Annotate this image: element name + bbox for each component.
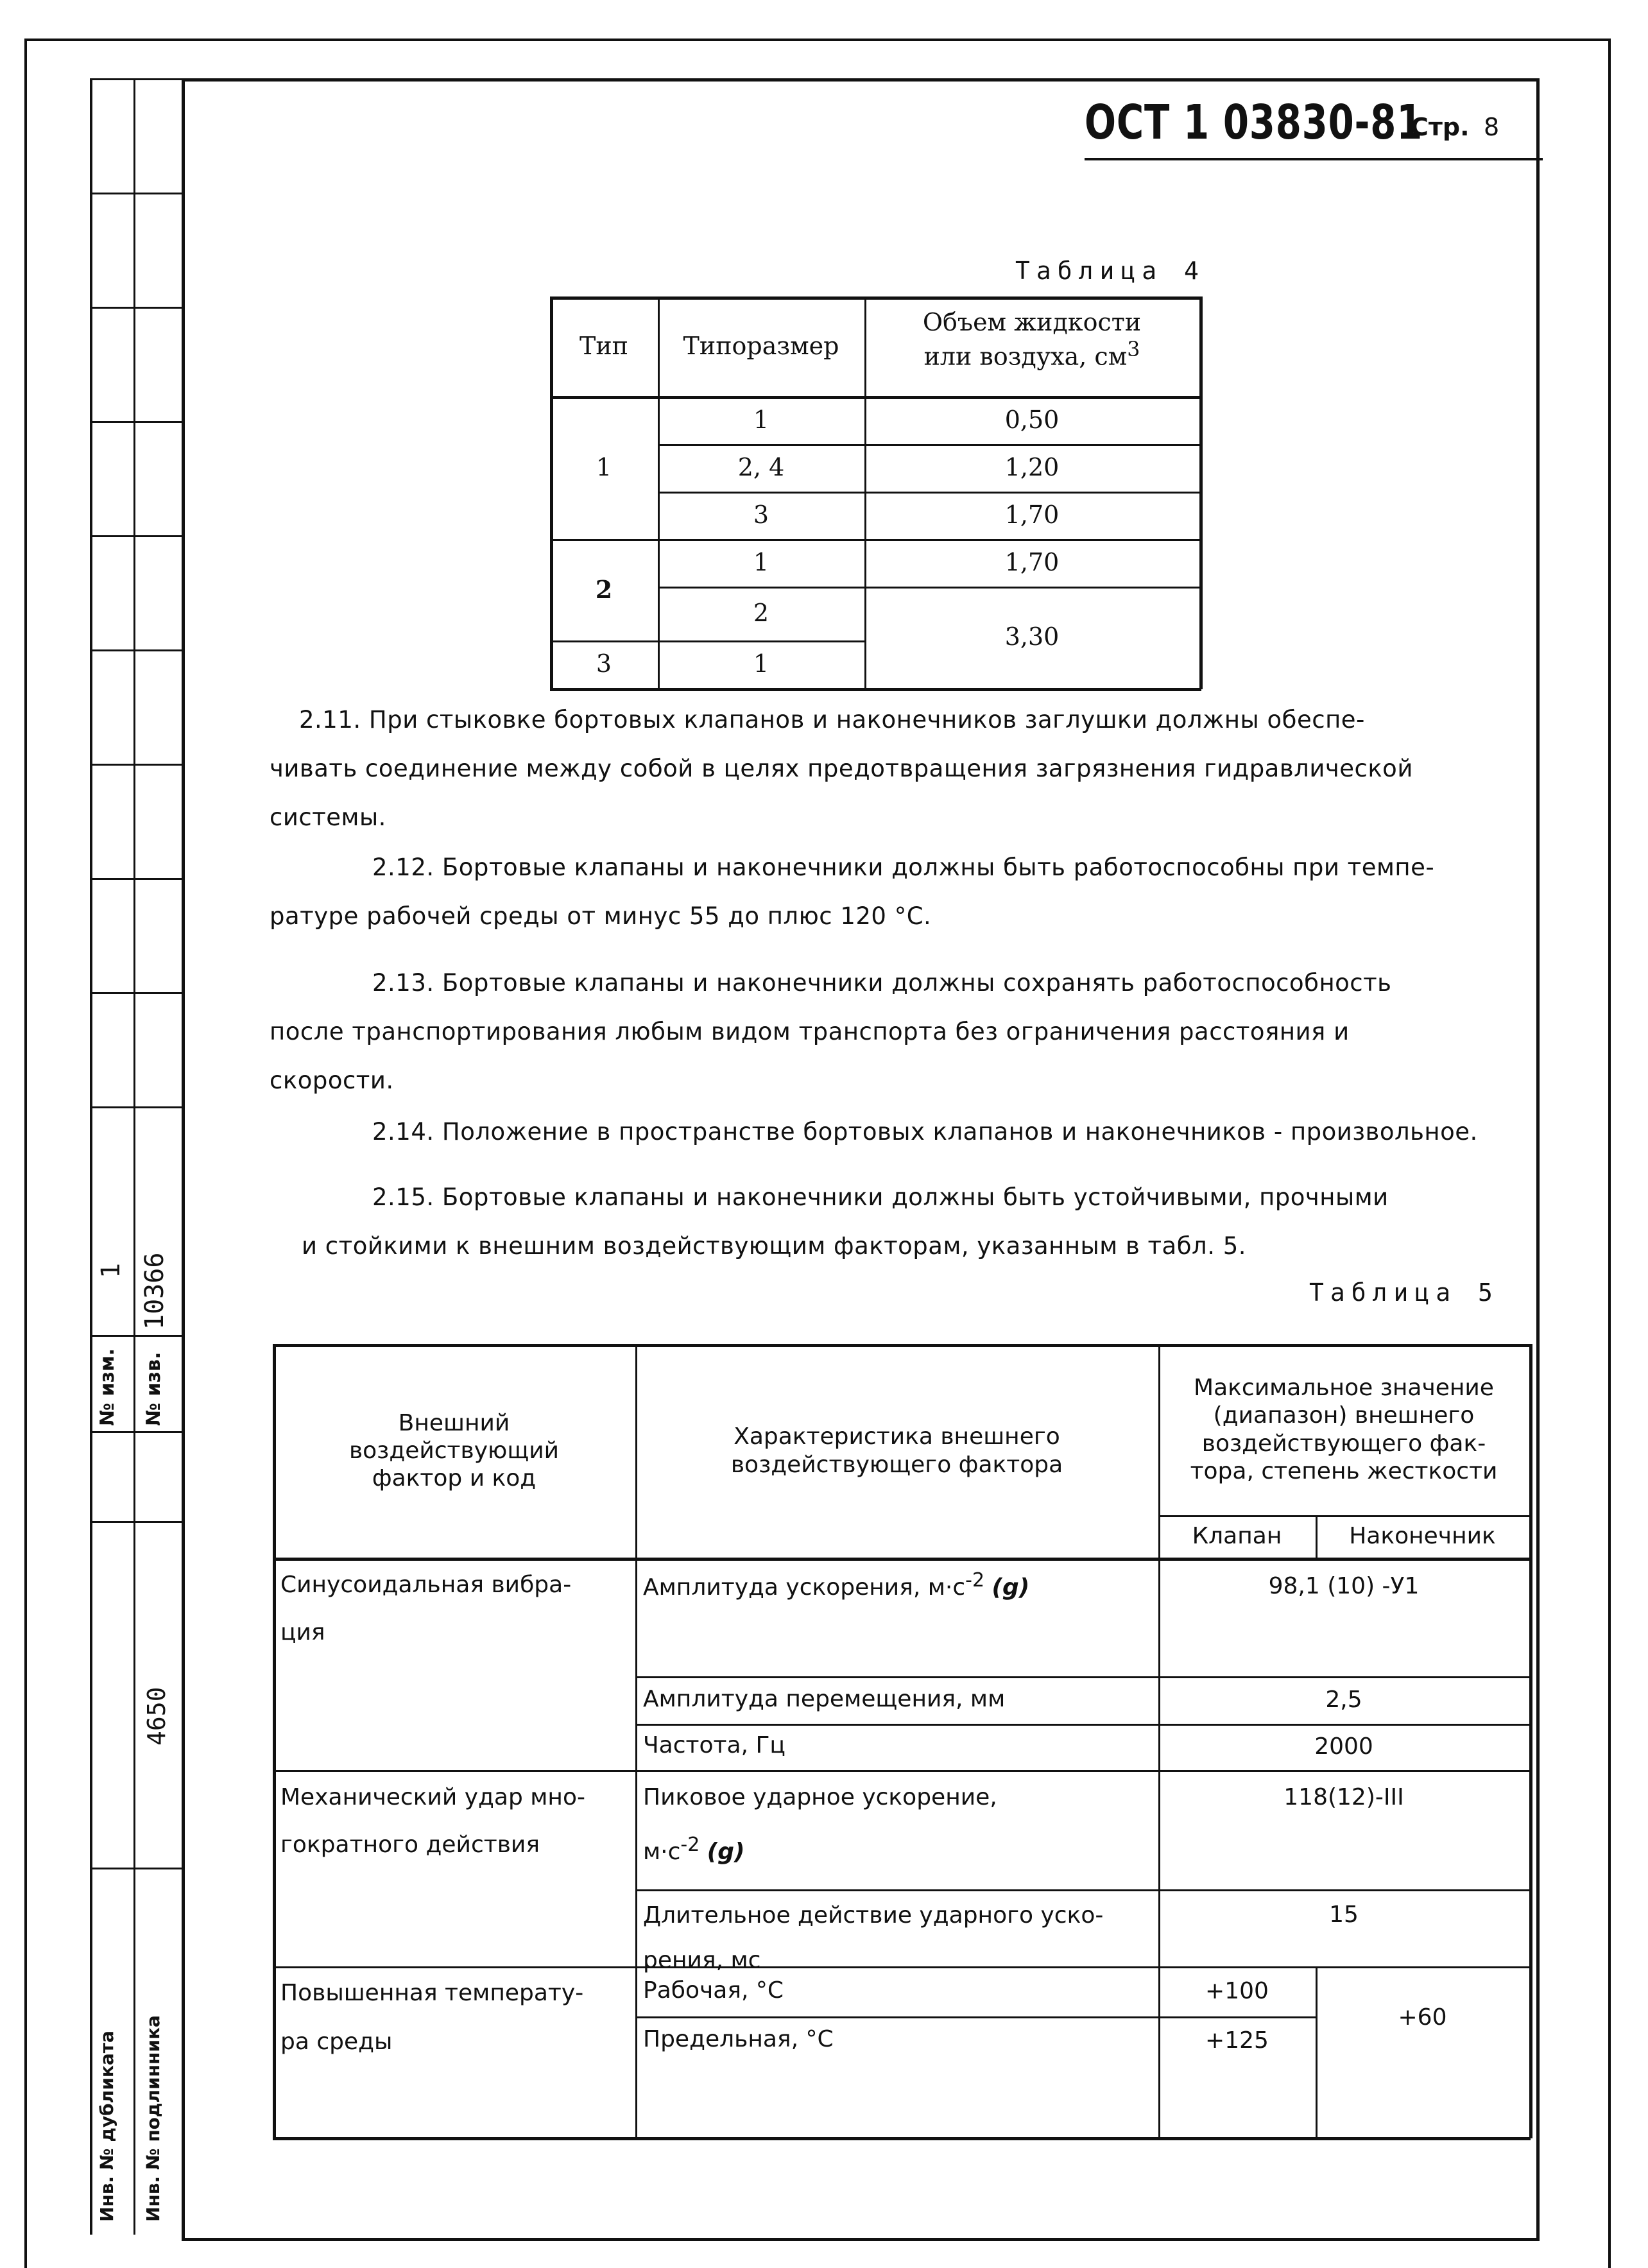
characteristic-duration [635, 1889, 1158, 1973]
table-cell: 1 [753, 548, 769, 577]
table-cell: 1,70 [1004, 548, 1060, 577]
table-rule [1529, 1344, 1532, 2138]
table-cell: 0,50 [1004, 405, 1060, 434]
factor-line: Механический удар мно- [280, 1784, 585, 1810]
document-code: ОСТ 1 03830-81 [1085, 95, 1423, 150]
characteristic-text: Амплитуда ускорения, м·с [643, 1574, 966, 1601]
paragraph-line: системы. [270, 803, 386, 831]
paragraph-line: после транспортирования любым видом транспорта без ограничения расстояния и [270, 1018, 1350, 1045]
margin-tick [90, 764, 182, 766]
paragraph-2-13 [270, 959, 1527, 1105]
paragraph-2-11 [270, 696, 1518, 842]
original-inventory-label: Инв. № подлинника [142, 2015, 164, 2222]
margin-tick [90, 1868, 182, 1869]
characteristic-frequency: Частота, Гц [643, 1732, 785, 1758]
paragraph-line: ратуре рабочей среды от минус 55 до плюс 120 °С. [270, 902, 932, 930]
margin-tick [90, 1431, 182, 1433]
table-cell: 3 [753, 501, 769, 529]
paragraph-line: 2.13. Бортовые клапаны и наконечники должны сохранять работоспособность [372, 969, 1392, 997]
characteristic-displacement: Амплитуда перемещения, мм [643, 1686, 1006, 1712]
table5-header-tip: Наконечник [1349, 1523, 1496, 1550]
volume-header-exponent: 3 [1127, 338, 1140, 361]
factor-line: ра среды [280, 2029, 393, 2055]
characteristic-line: Длительное действие ударного уско- [643, 1902, 1104, 1929]
value-frequency: 2000 [1314, 1733, 1373, 1760]
table-rule [550, 688, 1201, 691]
margin-tick [90, 307, 182, 309]
value-accel-amplitude: 98,1 (10) -У1 [1268, 1573, 1420, 1600]
table-cell: 2, 4 [737, 453, 785, 482]
table-rule [273, 2137, 1531, 2140]
paragraph-line: скорости. [270, 1067, 394, 1094]
paragraph-line: 2.11. При стыковке бортовых клапанов и наконечников заглушки должны обеспе- [299, 706, 1365, 734]
notice-number-label: № изв. [142, 1352, 165, 1426]
margin-tick [90, 878, 182, 880]
duplicate-inventory-label: Инв. № дубликата [96, 2031, 117, 2222]
characteristic-text: м·с [643, 1839, 681, 1865]
characteristic-limit-temp: Предельная, °С [643, 2026, 834, 2052]
table5 [273, 1344, 1531, 2138]
page-label: Стр. [1411, 113, 1470, 141]
table5-header-valve: Клапан [1192, 1523, 1282, 1550]
table4-header-size: Типоразмер [683, 331, 839, 360]
paragraph-2-15 [302, 1173, 1527, 1271]
table5-caption: Таблица 5 [1309, 1278, 1499, 1307]
margin-tick [90, 421, 182, 423]
factor-line: Повышенная температу- [280, 1980, 584, 2006]
factor-line: ция [280, 1619, 325, 1645]
paragraph-2-14 [372, 1108, 1540, 1156]
paragraph-line: 2.12. Бортовые клапаны и наконечники должны быть работоспособны при темпе- [372, 854, 1435, 881]
header-rule [1085, 158, 1543, 160]
table4 [550, 296, 1201, 689]
table4-caption: Таблица 4 [1015, 257, 1205, 285]
table-cell: 1 [753, 649, 769, 678]
paragraph-line: чивать соединение между собой в целях предотвращения загрязнения гидравлической [270, 755, 1413, 782]
characteristic-accel-amplitude [635, 1558, 1158, 1676]
margin-tick [90, 193, 182, 194]
characteristic-working-temp: Рабочая, °С [643, 1977, 784, 2004]
table-cell: 3 [596, 649, 612, 678]
table-cell: 2 [595, 575, 613, 605]
paragraph-line: 2.14. Положение в пространстве бортовых клапанов и наконечников - произвольное. [372, 1118, 1478, 1146]
margin-tick [90, 1521, 182, 1523]
original-number-value: 4650 [142, 1687, 171, 1746]
margin-tick [90, 992, 182, 994]
value-temp-tip: +60 [1398, 2004, 1447, 2031]
table5-header-factor: Внешний воздействующий фактор и код [348, 1409, 560, 1492]
table4-header-type: Тип [579, 331, 628, 360]
factor-temperature [273, 1966, 635, 2137]
page-number: 8 [1484, 113, 1500, 141]
margin-tick [90, 535, 182, 537]
value-displacement: 2,5 [1325, 1687, 1362, 1714]
exponent: -2 [965, 1569, 985, 1592]
table-cell: 2 [753, 599, 769, 628]
table-cell: 1,70 [1004, 501, 1060, 529]
table-cell: 1 [596, 452, 612, 481]
characteristic-peak-accel [635, 1770, 1158, 1889]
characteristic-line: Пиковое ударное ускорение, [643, 1784, 997, 1810]
table-cell: 1,20 [1004, 453, 1060, 482]
margin-tick [90, 649, 182, 651]
value-peak-accel: 118(12)-III [1283, 1784, 1404, 1811]
change-number-value: 1 [96, 1262, 126, 1278]
table-cell: 1 [753, 405, 769, 434]
factor-shock [273, 1770, 635, 1966]
margin-strip [90, 78, 184, 2235]
paragraph-line: и стойкими к внешним воздействующим факторам, указанным в табл. 5. [302, 1232, 1247, 1260]
table4-header-volume [864, 296, 1199, 396]
value-working-temp-valve: +100 [1205, 1978, 1269, 2005]
g-unit: (g) [707, 1839, 745, 1865]
characteristic-line: рения, мс [643, 1947, 761, 1973]
change-number-label: № изм. [96, 1348, 119, 1426]
value-limit-temp-valve: +125 [1205, 2027, 1269, 2054]
margin-tick [90, 1335, 182, 1337]
margin-divider [133, 78, 135, 2235]
paragraph-line: 2.15. Бортовые клапаны и наконечники должны быть устойчивыми, прочными [372, 1183, 1389, 1211]
margin-tick [90, 78, 182, 80]
value-duration: 15 [1329, 1902, 1359, 1929]
factor-vibration [273, 1558, 635, 1770]
table-cell: 3,30 [1004, 623, 1060, 651]
table5-header-max-value: Максимальное значение (диапазон) внешнего воздействующего фак-тора, степень жесткости [1190, 1375, 1498, 1484]
paragraph-2-12 [270, 843, 1527, 941]
volume-header-text: Объем жидкости или воздуха, см [922, 308, 1142, 371]
table5-header-characteristic: Характеристика внешнего воздействующего фактора [730, 1423, 1063, 1478]
margin-tick [90, 1106, 182, 1108]
exponent: -2 [680, 1834, 700, 1856]
factor-line: гократного действия [280, 1832, 540, 1858]
notice-number-value: 10366 [140, 1252, 169, 1330]
g-unit: (g) [991, 1574, 1030, 1601]
factor-line: Синусоидальная вибра- [280, 1572, 572, 1598]
